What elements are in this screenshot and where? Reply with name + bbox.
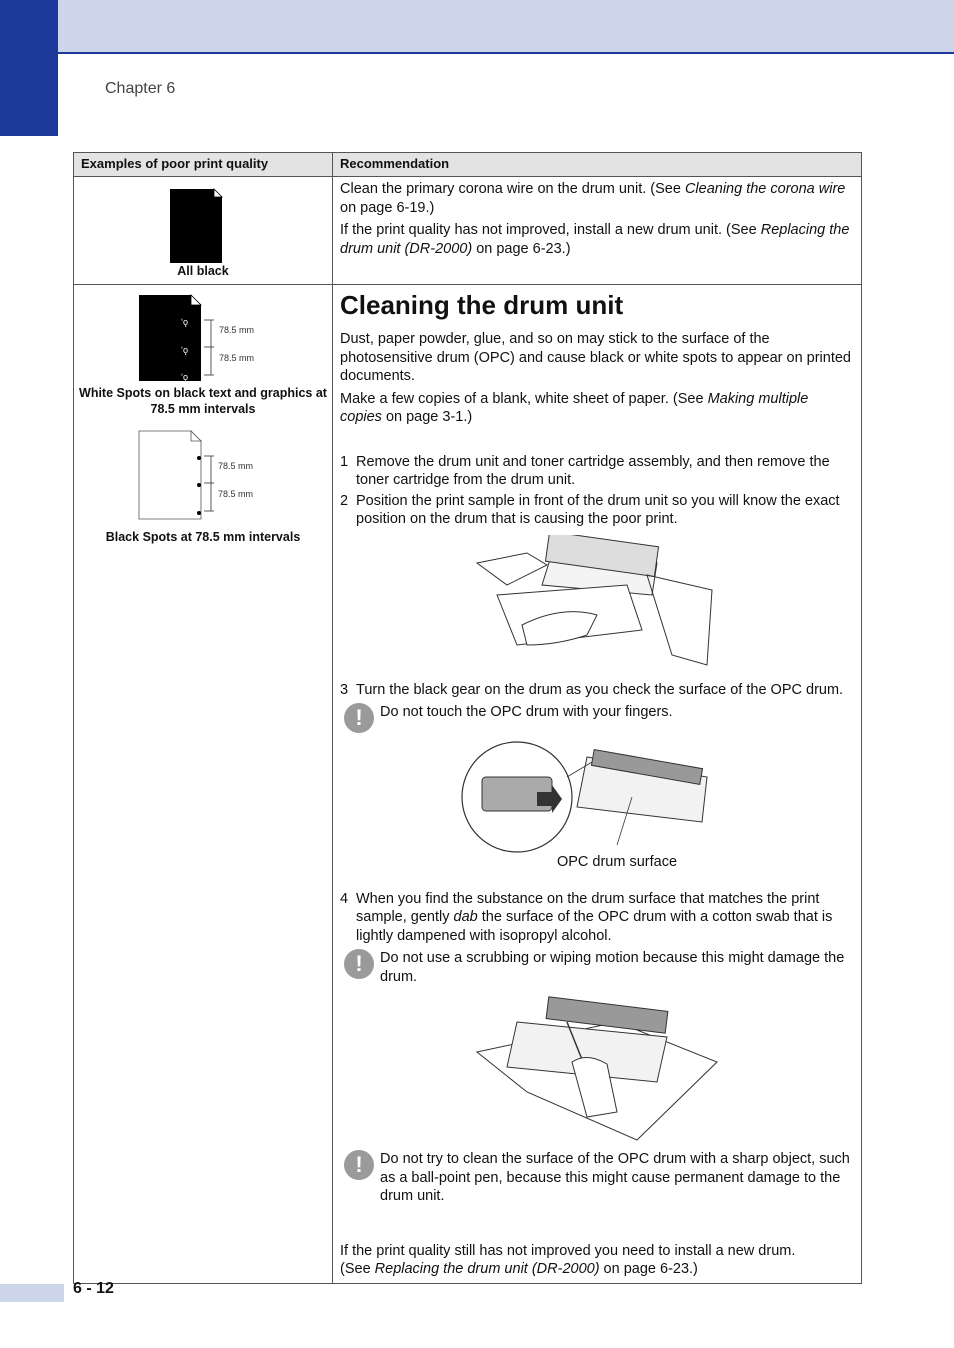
all-black-sample-icon — [74, 177, 318, 263]
intro-paragraph-1: Dust, paper powder, glue, and so on may stick to the surface of the photosensitive drum (OPC) and cause black or white spots to appear on printed documents. — [340, 331, 851, 384]
rec2-paragraph: If the print quality has not improved, install a new drum unit. (See Replacing the drum unit (DR-2000) on page 6-23.) — [340, 222, 850, 257]
recommendation-cell-1 — [333, 177, 862, 285]
caution-3: ! Do not try to clean the surface of the OPC drum with a sharp object, such as a ball-point pen, because this might cause permanent damage to the drum unit. — [340, 1150, 854, 1206]
sample-cell-all-black — [74, 177, 333, 285]
opc-drum-illustration — [457, 737, 737, 857]
chapter-label: Chapter 6 — [105, 80, 176, 97]
col-header-examples: Examples of poor print quality — [74, 153, 333, 177]
sample-label-all-black: All black — [177, 264, 229, 278]
link-replacing-drum-unit[interactable]: Replacing the drum unit (DR-2000) — [340, 222, 850, 257]
section-title: Cleaning the drum unit — [340, 290, 624, 320]
caution-1: ! Do not touch the OPC drum with your fingers. — [340, 703, 854, 733]
link-cleaning-corona-wire[interactable]: Cleaning the corona wire — [684, 181, 846, 197]
step-1: 1 Remove the drum unit and toner cartridge assembly, and then remove the toner cartridge from the drum unit. — [340, 453, 830, 488]
chapter-tab — [0, 0, 58, 136]
header-band — [0, 0, 954, 54]
black-spots-sample-icon — [74, 423, 318, 521]
rec1-paragraph: Clean the primary corona wire on the drum unit. (See Cleaning the corona wire on page 6-19.) — [340, 181, 846, 216]
step-3: 3 Turn the black gear on the drum as you check the surface of the OPC drum. — [340, 681, 844, 698]
svg-text:‘ǫ: ‘ǫ — [181, 317, 189, 327]
dim-label-4: 78.5 mm — [218, 489, 254, 499]
dim-label-2: 78.5 mm — [219, 353, 255, 363]
cotton-swab-cleaning-illustration — [467, 992, 727, 1142]
link-making-multiple-copies[interactable]: Making multiple copies — [340, 390, 809, 425]
sample-label-black-spots: Black Spots at 78.5 mm intervals — [105, 530, 301, 544]
dim-label-1: 78.5 mm — [219, 325, 255, 335]
intro-paragraph-2: Make a few copies of a blank, white sheet of paper. (See Making multiple copies on page 3-1.) — [340, 390, 809, 425]
step-2: 2 Position the print sample in front of the drum unit so you will know the exact position on the drum that is causing the poor print. — [340, 492, 840, 527]
exclamation-icon: ! — [344, 703, 374, 733]
svg-text:‘ǫ: ‘ǫ — [181, 372, 189, 381]
svg-text:‘ǫ: ‘ǫ — [181, 345, 189, 355]
page-number: 6 - 12 — [73, 1280, 114, 1297]
recommendation-cell-2 — [333, 285, 862, 1284]
dim-label-3: 78.5 mm — [218, 461, 254, 471]
opc-drum-caption: OPC drum surface — [556, 854, 678, 870]
sample-cell-spots — [74, 285, 333, 1284]
footer-strip — [0, 1284, 64, 1302]
step-4: 4 When you find the substance on the drum surface that matches the print sample, gently dab the surface of the OPC drum with a cotton swab that is lightly dampened with isopropyl alcohol. — [340, 890, 833, 944]
drum-unit-paper-illustration — [467, 535, 727, 675]
col-header-recommendation: Recommendation — [333, 153, 862, 177]
white-spots-sample-icon — [74, 285, 318, 381]
final-paragraph: If the print quality still has not improved you need to install a new drum. (See Replacing the drum unit (DR-2000) on page 6-23.) — [340, 1242, 796, 1277]
caution-2: ! Do not use a scrubbing or wiping motion because this might damage the drum. — [340, 949, 854, 986]
sample-label-white-spots: White Spots on black text and graphics at 78.5 mm intervals — [79, 386, 327, 416]
exclamation-icon: ! — [344, 1150, 374, 1180]
exclamation-icon: ! — [344, 949, 374, 979]
troubleshooting-table — [73, 152, 862, 1284]
link-replacing-drum-unit-2[interactable]: Replacing the drum unit (DR-2000) — [374, 1261, 600, 1277]
